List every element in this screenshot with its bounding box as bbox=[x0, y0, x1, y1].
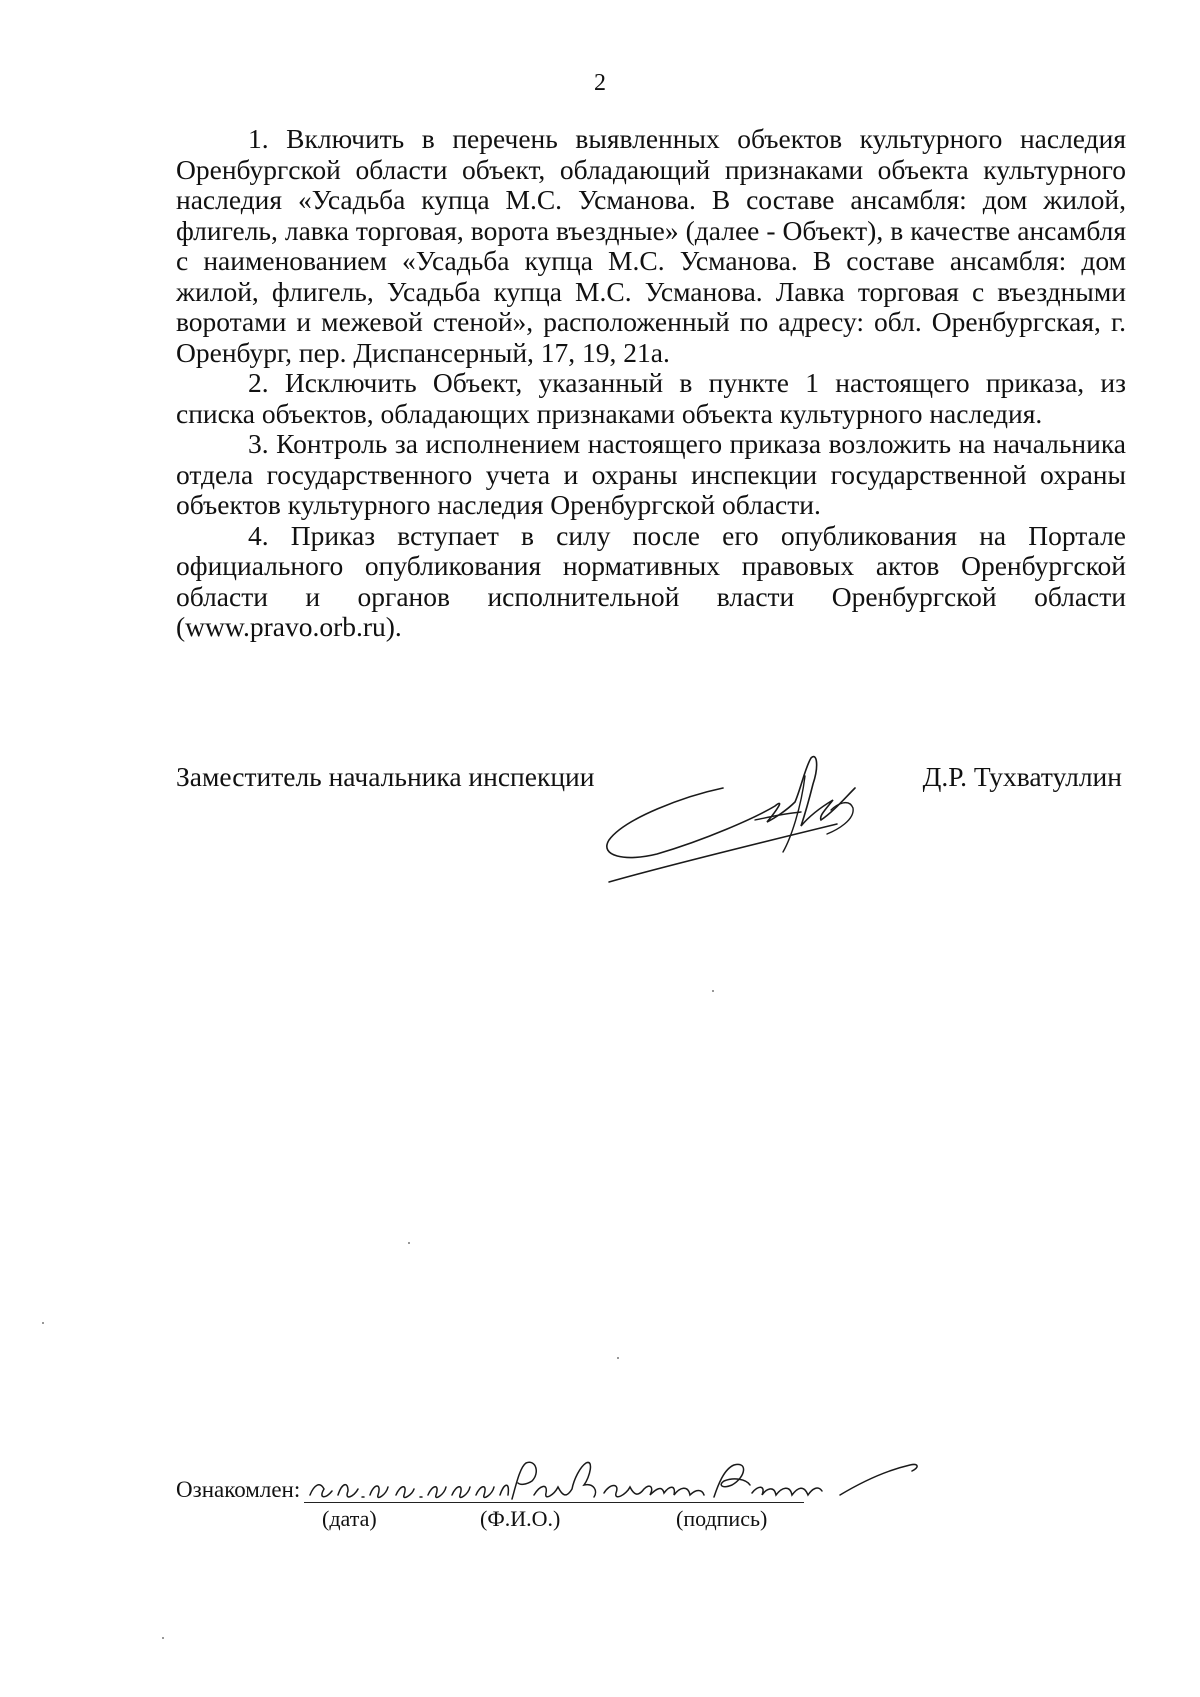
scan-speck bbox=[617, 1357, 619, 1359]
signatory-position: Заместитель начальника инспекции bbox=[176, 761, 595, 792]
page-number: 2 bbox=[594, 70, 606, 96]
order-body bbox=[176, 124, 1126, 643]
handwritten-signature bbox=[605, 748, 905, 898]
paragraph-4: 4. Приказ вступает в силу после его опубликования на Портале официального опубликования нормативных правовых актов Оренбургской области и органов исполнительной власти Оренбургской области (www.pravo.orb.ru). bbox=[176, 519, 1126, 642]
scan-speck bbox=[162, 1637, 164, 1639]
scan-speck bbox=[712, 990, 714, 992]
signature-caption: (подпись) bbox=[676, 1506, 768, 1531]
date-line bbox=[304, 1502, 434, 1503]
paragraph-2: 2. Исключить Объект, указанный в пункте 1 настоящего приказа, из списка объектов, обладающих признаками объекта культурного наследия. bbox=[176, 367, 1126, 429]
scan-speck bbox=[42, 1322, 44, 1324]
signature-line bbox=[662, 1502, 804, 1503]
signatory-name: Д.Р. Тухватуллин bbox=[922, 761, 1122, 792]
acknowledgment-label: Ознакомлен: bbox=[176, 1477, 301, 1502]
name-caption: (Ф.И.О.) bbox=[480, 1506, 561, 1531]
name-line bbox=[434, 1502, 662, 1503]
acknowledgment-block bbox=[176, 1455, 976, 1531]
acknowledgment-handwriting bbox=[304, 1455, 944, 1507]
paragraph-3: 3. Контроль за исполнением настоящего приказа возложить на начальника отдела государственного учета и охраны инспекции государственной охраны объектов культурного наследия Оренбургской области. bbox=[176, 428, 1126, 520]
paragraph-1: 1. Включить в перечень выявленных объектов культурного наследия Оренбургской области объект, обладающий признаками объекта культурного наследия «Усадьба купца М.С. Усманова. В составе ансамбля: дом жилой, флигель, лавка торговая, ворота въездные» (далее - Объект), в качестве ансамбля с наименованием «Усадьба купца М.С. Усманова. В составе ансамбля: дом жилой, флигель, Усадьба купца М.С. Усманова. Лавка торговая с въездными воротами и межевой стеной», расположенный по адресу: обл. Оренбургская, г. Оренбург, пер. Диспансерный, 17, 19, 21а. bbox=[176, 123, 1126, 368]
date-caption: (дата) bbox=[322, 1506, 377, 1531]
scan-speck bbox=[408, 1242, 410, 1244]
